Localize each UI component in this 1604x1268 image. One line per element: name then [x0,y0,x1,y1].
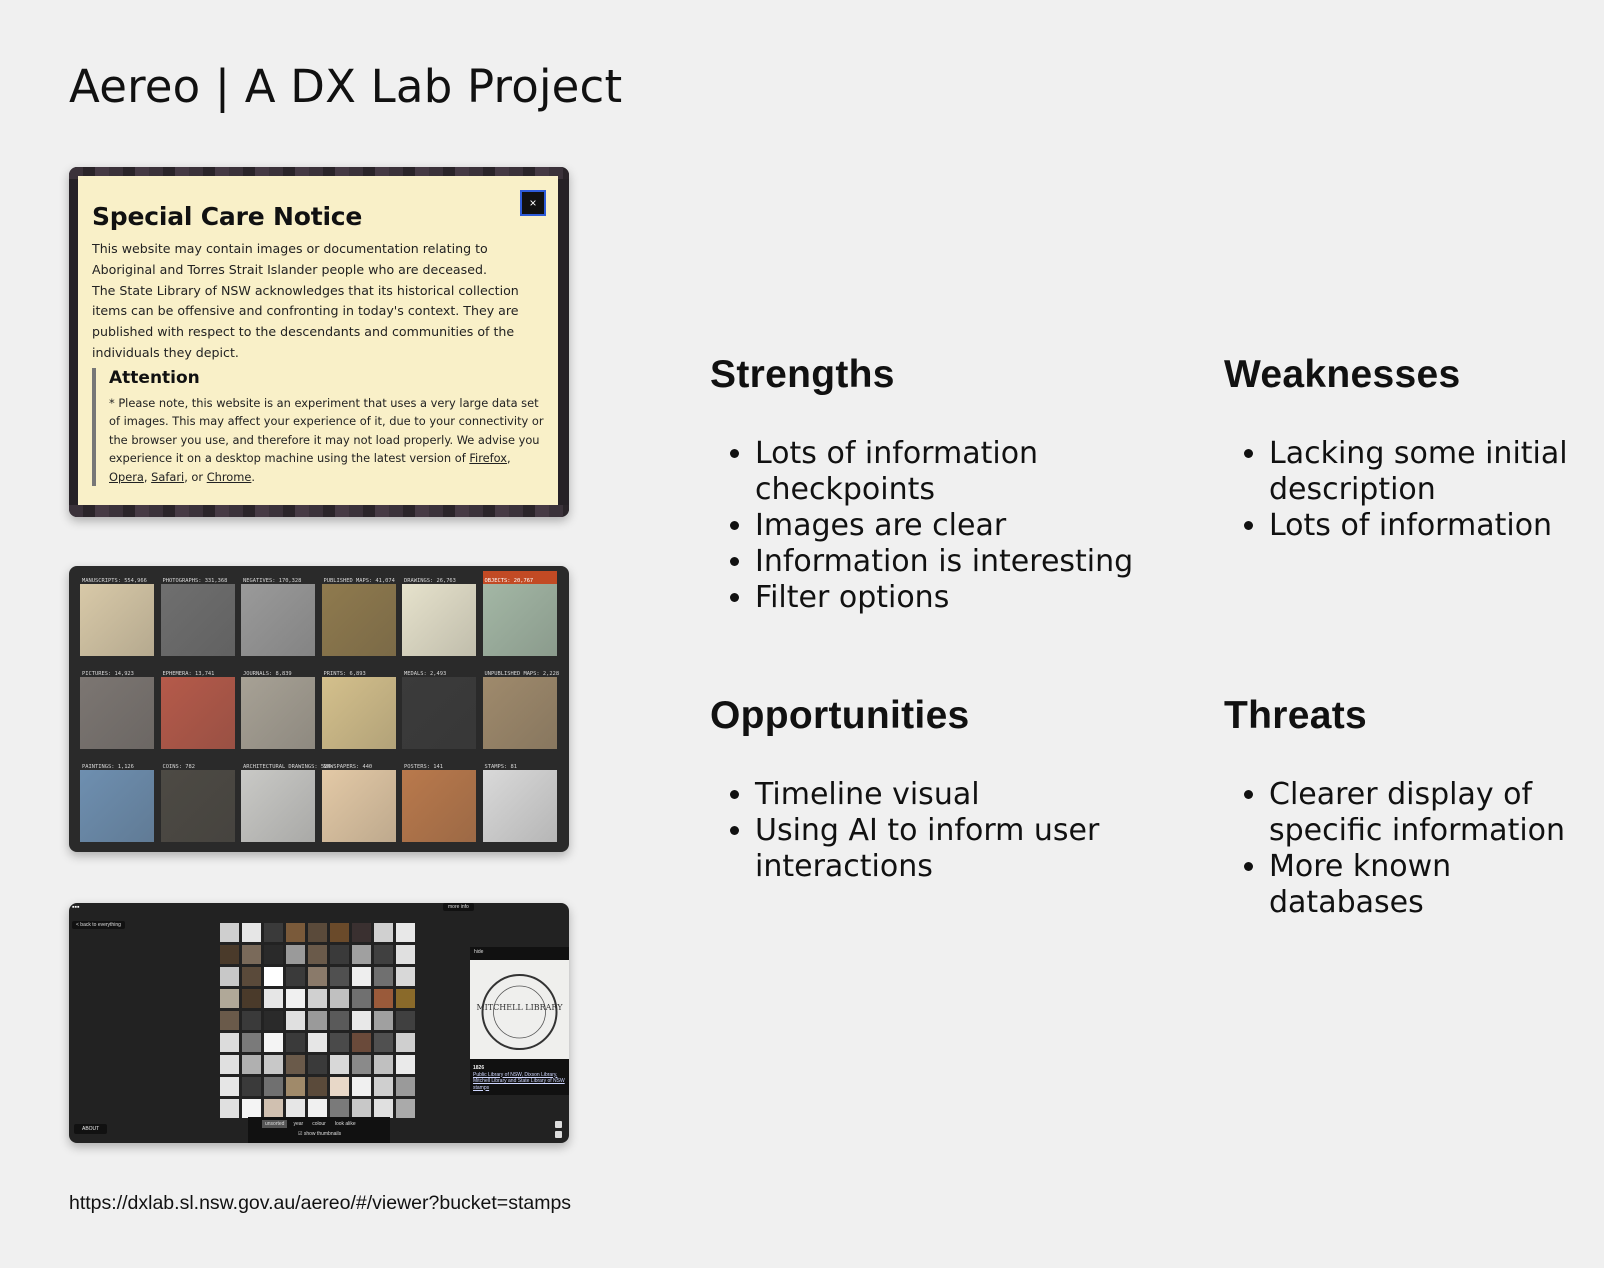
special-care-notice-dialog [78,176,558,505]
stamp-thumbnail[interactable] [242,923,261,942]
collection-tile[interactable] [80,757,154,842]
stamp-thumbnail[interactable] [286,1099,305,1118]
collection-tile[interactable] [80,664,154,749]
close-button[interactable]: × [520,190,546,216]
stamp-image [470,960,569,1059]
collection-tile[interactable] [402,571,476,656]
collection-label: PICTURES: 14,923 [82,670,134,677]
stamp-thumbnail[interactable] [308,1055,327,1074]
stamp-thumbnail[interactable] [220,967,239,986]
stamp-thumbnail[interactable] [242,945,261,964]
list-item: • Information is interesting [755,544,1185,580]
item-credit-link[interactable]: Public Library of NSW, Dixson Library, Mitchell Library and State Library of NSW stamps [473,1071,565,1091]
stamp-thumbnail[interactable] [352,967,371,986]
threats-list [1224,777,1604,921]
stamp-text: MITCHELL LIBRARY [476,1003,563,1012]
stamp-thumbnail[interactable] [374,989,393,1008]
stamp-thumbnail[interactable] [374,1099,393,1118]
collection-label: PAINTINGS: 1,126 [82,763,134,770]
stamp-thumbnail[interactable] [242,1099,261,1118]
stamp-thumbnail[interactable] [330,1011,349,1030]
stamp-thumbnail[interactable] [286,945,305,964]
collection-label: NEGATIVES: 170,328 [243,577,302,584]
safari-link[interactable]: Safari [151,469,185,484]
page-title: Aereo | A DX Lab Project [69,60,623,113]
collection-label: PRINTS: 6,893 [323,670,366,677]
stamp-thumbnail[interactable] [352,1055,371,1074]
chrome-link[interactable]: Chrome [206,469,252,484]
stamp-thumbnail[interactable] [264,967,283,986]
stamp-thumbnail[interactable] [286,1011,305,1030]
collection-thumbnail [80,770,154,842]
stamp-thumbnail[interactable] [308,1033,327,1052]
stamp-thumbnail[interactable] [352,1077,371,1096]
stamp-thumbnail[interactable] [242,1033,261,1052]
stamp-thumbnail[interactable] [264,1033,283,1052]
stamp-thumbnail[interactable] [220,989,239,1008]
more-info-button[interactable]: more info [443,903,474,911]
stamp-thumbnail[interactable] [374,1033,393,1052]
stamp-thumbnail[interactable] [242,1011,261,1030]
collection-label: DRAWINGS: 26,763 [404,577,456,584]
stamp-thumbnail[interactable] [286,923,305,942]
stamp-thumbnail[interactable] [352,1033,371,1052]
collection-thumbnail [402,677,476,749]
collection-tile[interactable] [161,757,235,842]
firefox-link[interactable]: Firefox [469,451,508,466]
stamp-thumbnail[interactable] [308,945,327,964]
stamp-thumbnail[interactable] [308,989,327,1008]
stamps-viewer-screenshot [69,903,569,1143]
collection-label: PUBLISHED MAPS: 41,074 [323,577,395,584]
stamp-thumbnail[interactable] [352,1099,371,1118]
sort-tab-colour[interactable]: colour [312,1121,326,1127]
threats-heading: Threats [1224,694,1367,737]
sort-tab-year[interactable]: year [293,1121,304,1127]
collection-tile[interactable] [402,757,476,842]
collection-thumbnail [241,677,315,749]
list-item: • Timeline visual [755,777,1155,813]
collection-thumbnail [322,770,396,842]
stamp-thumbnail[interactable] [242,989,261,1008]
stamp-thumbnail[interactable] [396,1055,415,1074]
stamp-thumbnail[interactable] [374,1055,393,1074]
stamp-thumbnail[interactable] [330,945,349,964]
collection-label: POSTERS: 141 [404,763,443,770]
about-button[interactable]: ABOUT [74,1124,107,1134]
stamp-thumbnail[interactable] [264,1011,283,1030]
stamp-thumbnail[interactable] [220,1077,239,1096]
list-item: • Lots of information checkpoints [755,436,1185,508]
notice-paragraph: The State Library of NSW acknowledges that its historical collection items can be offensive and confronting in today's context. They are published with respect to the descendants and communities of the individuals they depict. [92,282,519,360]
item-detail-panel [470,947,569,1095]
collection-label: MEDALS: 2,493 [404,670,447,677]
collection-label: COINS: 782 [162,763,195,770]
collection-label: JOURNALS: 8,839 [243,670,292,677]
stamp-thumbnail[interactable] [396,1077,415,1096]
stamp-thumbnail[interactable] [330,923,349,942]
hide-panel-button[interactable]: hide [474,949,484,955]
list-item: • Lots of information [1269,508,1604,544]
stamp-thumbnail[interactable] [352,989,371,1008]
stamp-thumbnail[interactable] [396,945,415,964]
stamp-thumbnail[interactable] [264,1077,283,1096]
collection-thumbnail [161,770,235,842]
collection-thumbnail [161,584,235,656]
stamp-thumbnail[interactable] [220,923,239,942]
strengths-list [710,436,1185,616]
notice-paragraph: This website may contain images or documentation relating to Aboriginal and Torres Strait Islander people who are deceased. [92,241,488,277]
collection-thumbnail [322,677,396,749]
stamp-thumbnail[interactable] [286,967,305,986]
opportunities-list [710,777,1155,885]
stamp-thumbnail[interactable] [308,1011,327,1030]
collection-thumbnail [241,584,315,656]
sort-tab-look-alike[interactable]: look alike [334,1121,356,1127]
collection-tile[interactable] [322,664,396,749]
item-year: 1826 [473,1065,485,1071]
stamp-thumbnail[interactable] [220,1055,239,1074]
stamp-thumbnail[interactable] [396,1033,415,1052]
stamp-thumbnail[interactable] [220,1099,239,1118]
sort-controls [248,1117,390,1143]
collection-tile[interactable] [80,571,154,656]
stamp-thumbnail[interactable] [330,989,349,1008]
list-item: • Images are clear [755,508,1185,544]
stamp-thumbnail[interactable] [220,945,239,964]
stamp-thumbnail[interactable] [330,1033,349,1052]
stamp-thumbnail[interactable] [330,1077,349,1096]
stamp-thumbnail[interactable] [264,945,283,964]
collection-thumbnail [402,584,476,656]
stamp-thumbnail[interactable] [308,1077,327,1096]
list-item: • Filter options [755,580,1185,616]
stamp-thumbnail[interactable] [264,989,283,1008]
stamp-thumbnail[interactable] [286,1033,305,1052]
opera-link[interactable]: Opera [109,469,144,484]
collections-grid-screenshot [69,566,569,852]
stamp-thumbnail[interactable] [352,923,371,942]
collection-thumbnail [483,770,557,842]
stamp-thumbnail[interactable] [396,1011,415,1030]
stamp-thumbnail[interactable] [264,1055,283,1074]
stamp-thumbnail[interactable] [396,1099,415,1118]
collection-thumbnail [483,677,557,749]
collection-tile[interactable] [483,757,557,842]
stamp-thumbnail[interactable] [374,967,393,986]
opportunities-heading: Opportunities [710,694,970,737]
sort-tab-unsorted[interactable]: unsorted [262,1120,287,1128]
collection-label: OBJECTS: 20,767 [483,571,557,584]
item-info [473,1065,567,1091]
stamp-thumbnail[interactable] [242,1077,261,1096]
stamp-thumbnail[interactable] [220,1033,239,1052]
stamp-thumbnail[interactable] [308,923,327,942]
collection-tile[interactable] [241,757,331,842]
stamp-thumbnail[interactable] [220,1011,239,1030]
stamp-seal-icon [470,960,569,1059]
zoom-in-button[interactable] [555,1121,562,1128]
collection-tile[interactable] [161,571,235,656]
stamp-thumbnail[interactable] [396,989,415,1008]
stamp-thumbnail[interactable] [242,967,261,986]
collection-tile[interactable] [322,571,396,656]
collection-thumbnail [402,770,476,842]
collection-label: UNPUBLISHED MAPS: 2,228 [484,670,560,677]
list-item: • Using AI to inform user interactions [755,813,1155,885]
notice-heading: Special Care Notice [92,202,363,231]
collection-label: ARCHITECTURAL DRAWINGS: 524 [243,763,331,770]
stamp-thumbnail[interactable] [286,989,305,1008]
collection-thumbnail [80,584,154,656]
list-item: • More known databases [1269,849,1604,921]
collection-tile[interactable] [241,571,315,656]
collection-label: STAMPS: 81 [484,763,517,770]
stamp-thumbnail[interactable] [286,1077,305,1096]
back-to-everything-button[interactable]: < back to everything [72,921,125,929]
collection-tile[interactable] [241,664,315,749]
collection-tile[interactable] [322,757,396,842]
collection-label: EPHEMERA: 13,741 [162,670,215,677]
weaknesses-list [1224,436,1604,544]
stamp-thumbnail[interactable] [286,1055,305,1074]
stamp-thumbnail[interactable] [330,1055,349,1074]
attention-callout [92,368,544,487]
stamp-thumbnail[interactable] [330,1099,349,1118]
stamps-thumbnail-grid [220,923,412,1118]
list-item: • Lacking some initial description [1269,436,1604,508]
attention-text: * Please note, this website is an experiment that uses a very large data set of images. This may affect your experience of it, due to your connectivity or the browser you use, and therefore it may not load properly. We advise you experience it on a desktop machine using the latest version of Firefox, Opera, Safari, or Chrome. [109,395,544,484]
stamp-thumbnail[interactable] [308,1099,327,1118]
strengths-heading: Strengths [710,353,895,396]
stamp-thumbnail[interactable] [374,1011,393,1030]
collection-tile[interactable] [402,664,476,749]
stamp-thumbnail[interactable] [330,967,349,986]
collection-thumbnail [80,677,154,749]
stamp-thumbnail[interactable] [396,923,415,942]
stamp-thumbnail[interactable] [374,945,393,964]
source-url: https://dxlab.sl.nsw.gov.au/aereo/#/viewer?bucket=stamps [69,1192,572,1214]
stamp-thumbnail[interactable] [264,923,283,942]
stamp-thumbnail[interactable] [374,1077,393,1096]
attention-heading: Attention [109,367,200,388]
stamp-thumbnail[interactable] [374,923,393,942]
stamp-thumbnail[interactable] [396,967,415,986]
menu-icon[interactable]: ▪▪▪ [72,904,80,911]
zoom-out-button[interactable] [555,1131,562,1138]
show-thumbnails-checkbox[interactable]: ☑ show thumbnails [298,1131,342,1137]
collection-label: MANUSCRIPTS: 554,966 [82,577,147,584]
background-thumbnails-strip [69,505,569,517]
stamp-thumbnail[interactable] [264,1099,283,1118]
stamp-thumbnail[interactable] [352,945,371,964]
collection-thumbnail [241,770,315,842]
collection-thumbnail [322,584,396,656]
collection-thumbnail [483,584,557,656]
stamp-thumbnail[interactable] [308,967,327,986]
collection-label: NEWSPAPERS: 440 [323,763,373,770]
list-item: • Clearer display of specific information [1269,777,1604,849]
collection-tile[interactable] [483,664,560,749]
stamp-thumbnail[interactable] [242,1055,261,1074]
weaknesses-heading: Weaknesses [1224,353,1461,396]
collection-tile[interactable] [161,664,235,749]
stamp-thumbnail[interactable] [352,1011,371,1030]
collection-tile[interactable] [483,571,557,656]
notice-screenshot [69,167,569,517]
collection-label: PHOTOGRAPHS: 331,368 [162,577,228,584]
collection-thumbnail [161,677,235,749]
